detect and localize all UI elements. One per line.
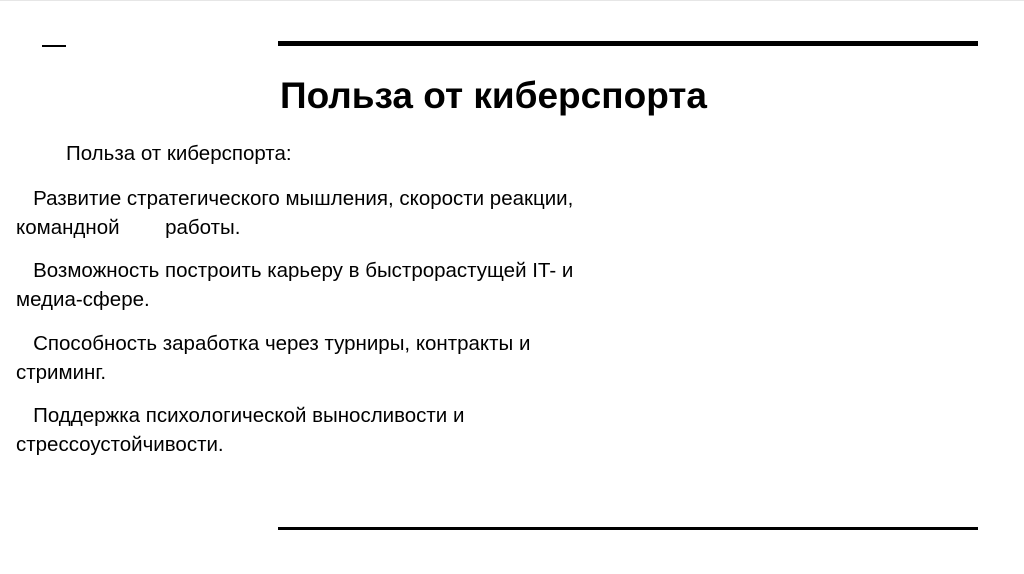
- benefit-paragraph: [16, 184, 716, 242]
- intro-text: Польза от киберспорта:: [66, 142, 292, 165]
- benefit-line: стриминг.: [16, 361, 107, 384]
- benefit-line: стрессоустойчивости.: [16, 433, 224, 456]
- benefit-line: Способность заработка через турниры, контракты и: [16, 332, 531, 355]
- benefit-line: Поддержка психологической выносливости и: [16, 404, 465, 427]
- benefit-paragraph: [16, 401, 716, 459]
- slide-title: Польза от киберспорта: [280, 75, 707, 116]
- title-rule-top: [278, 41, 978, 46]
- benefit-line: Развитие стратегического мышления, скорости реакции,: [16, 187, 574, 210]
- benefit-line: Возможность построить карьеру в быстрорастущей IT- и: [16, 259, 574, 282]
- slide-top-border: [0, 0, 1024, 1]
- benefit-paragraph: [16, 256, 716, 314]
- benefit-line: медиа-сфере.: [16, 288, 150, 311]
- benefit-line: командной работы.: [16, 216, 241, 239]
- footer-rule: [278, 527, 978, 530]
- corner-dash: [42, 45, 66, 47]
- benefit-paragraph: [16, 329, 716, 387]
